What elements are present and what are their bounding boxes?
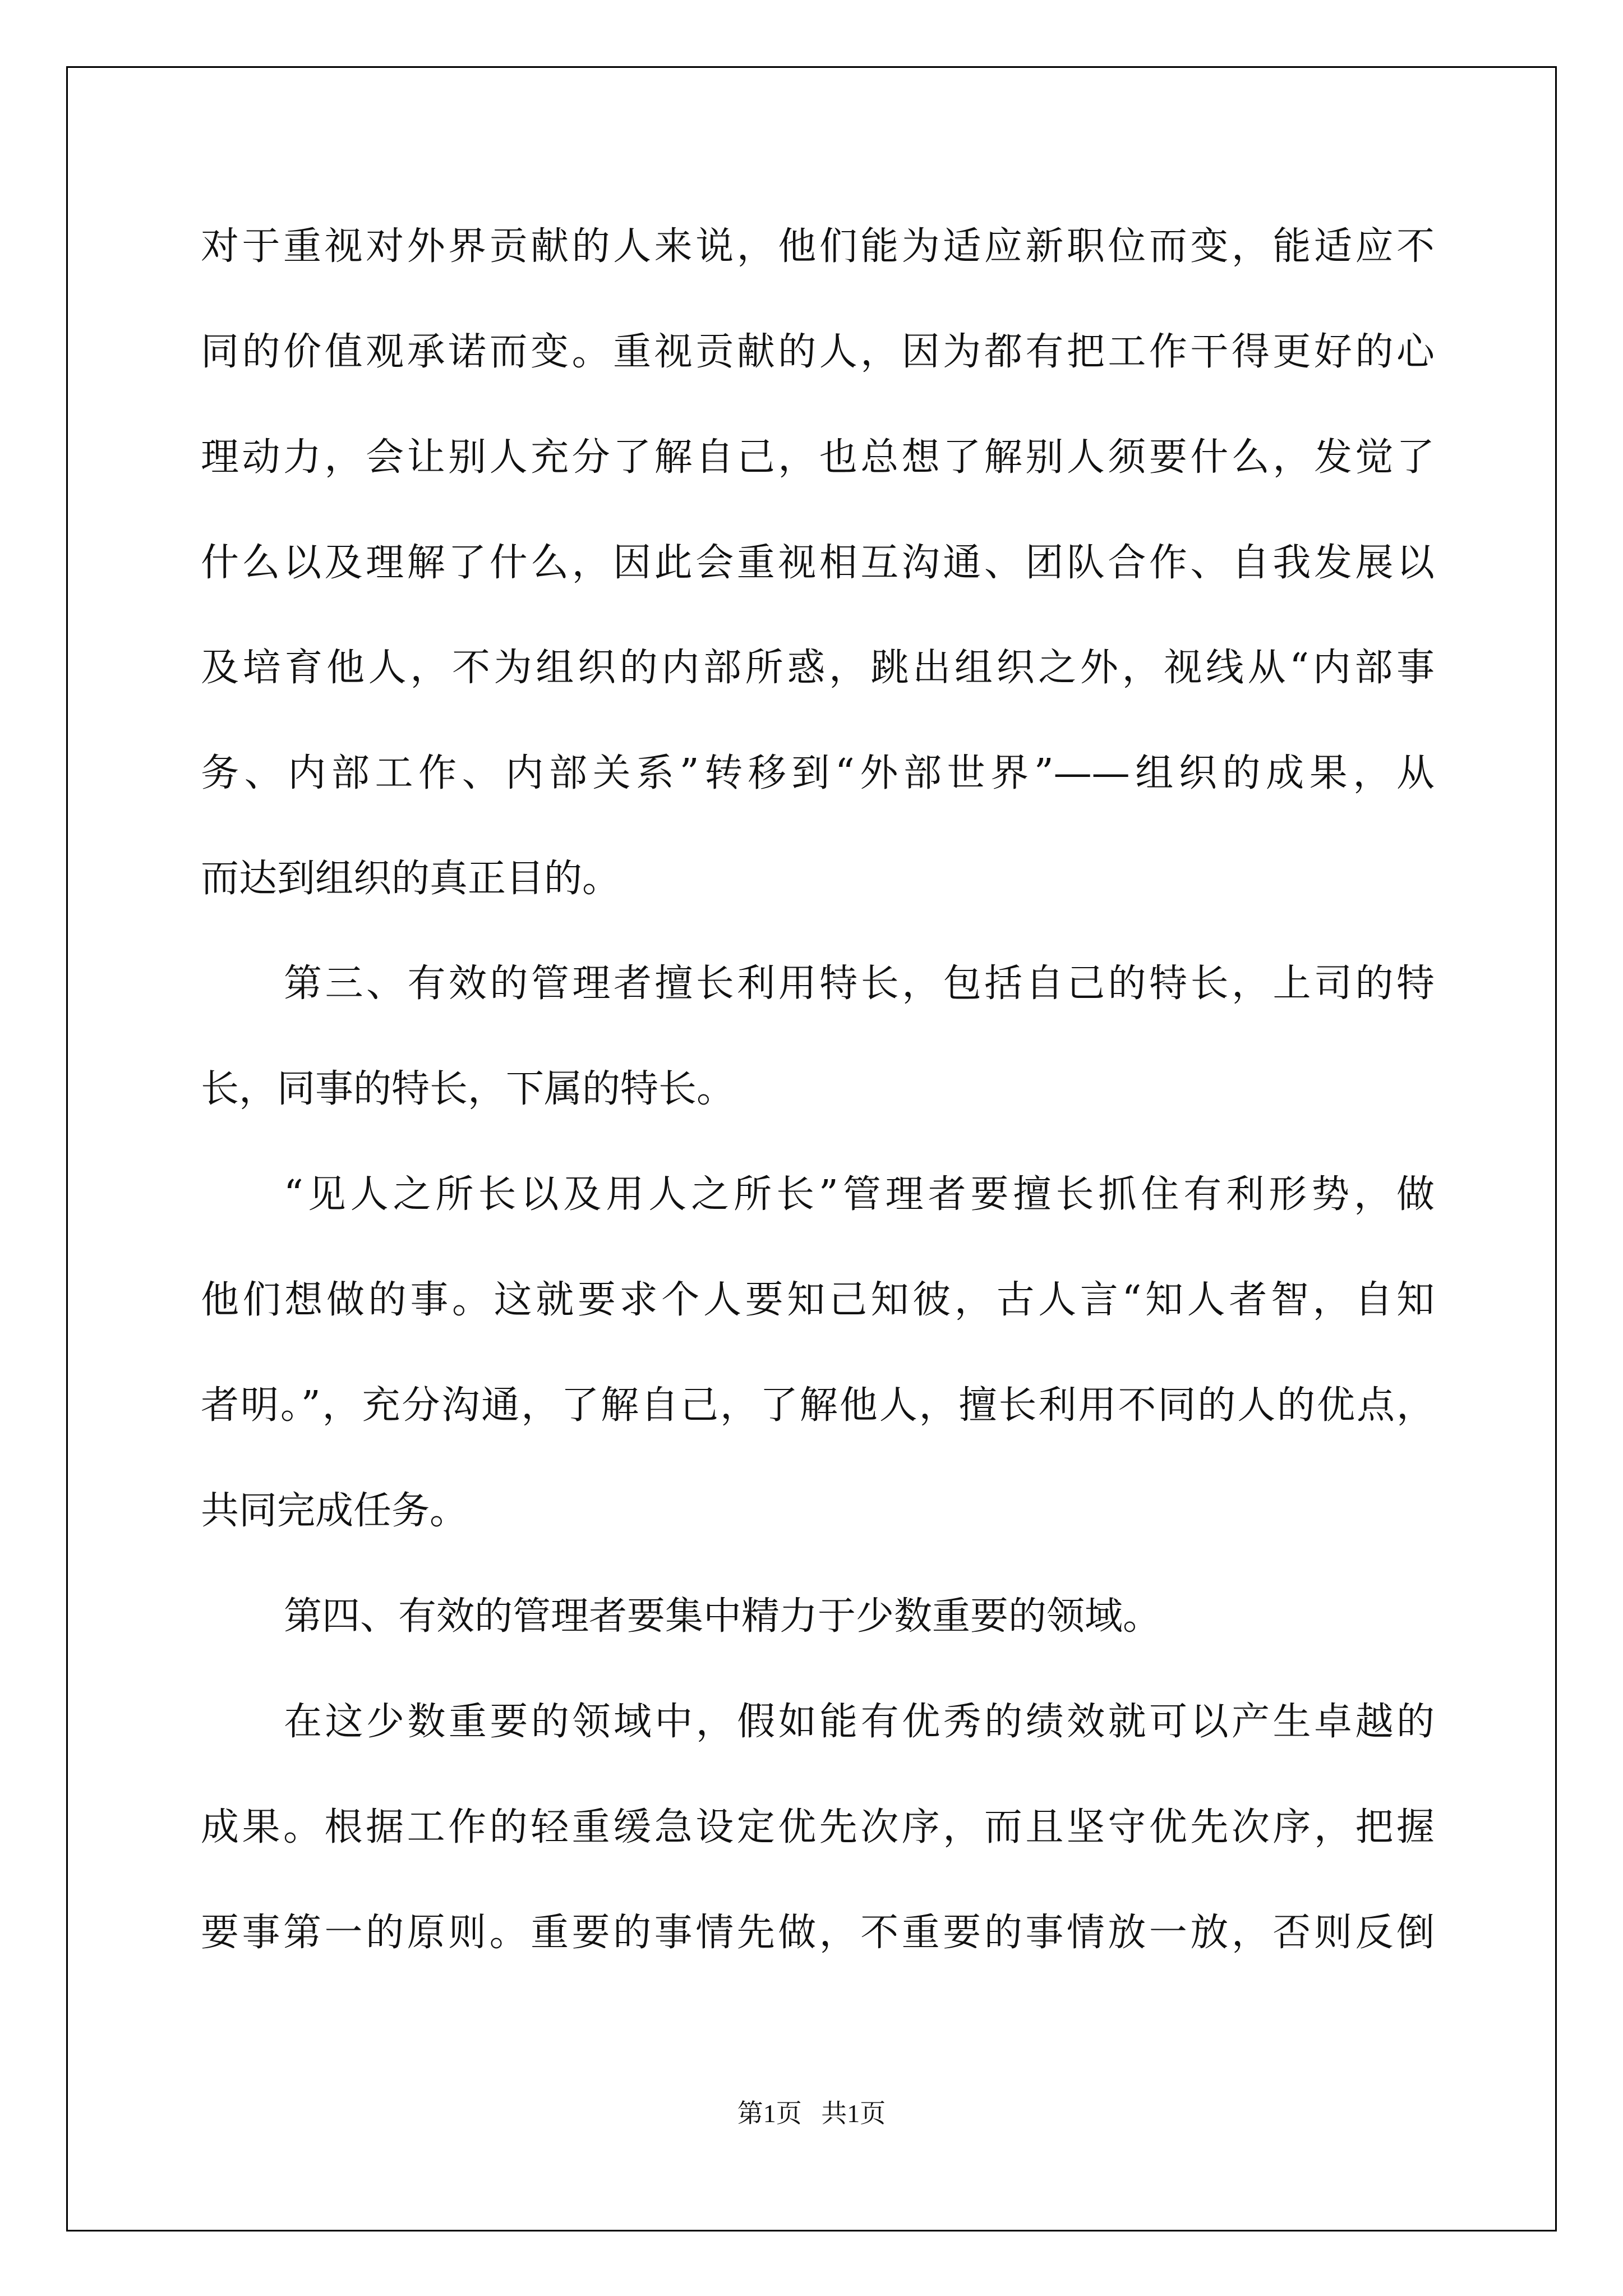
text-line: 他们想做的事。这就要求个人要知己知彼，古人言“知人者智，自知 [201,1278,1435,1322]
text-line: 要事第一的原则。重要的事情先做，不重要的事情放一放，否则反倒 [201,1911,1435,1955]
text-line: 及培育他人，不为组织的内部所惑，跳出组织之外，视线从“内部事 [201,646,1435,690]
text-line: 理动力，会让别人充分了解自己，也总想了解别人须要什么，发觉了 [201,435,1435,480]
text-line: 同的价值观承诺而变。重视贡献的人，因为都有把工作干得更好的心 [201,330,1435,374]
text-line: 者明。”，充分沟通，了解自己，了解他人，擅长利用不同的人的优点， [201,1383,1435,1428]
text-line: 在这少数重要的领域中，假如能有优秀的绩效就可以产生卓越的 [284,1700,1435,1744]
text-line: 共同完成任务。 [201,1489,468,1533]
text-line: 长，同事的特长，下属的特长。 [201,1067,735,1111]
text-line: 第四、有效的管理者要集中精力于少数重要的领域。 [284,1594,1161,1639]
text-line: 成果。根据工作的轻重缓急设定优先次序，而且坚守优先次序，把握 [201,1805,1435,1849]
text-line: 什么以及理解了什么，因此会重视相互沟通、团队合作、自我发展以 [201,541,1435,585]
text-line: “见人之所长以及用人之所长”管理者要擅长抓住有利形势，做 [284,1172,1435,1217]
text-line: 务、内部工作、内部关系”转移到“外部世界”——组织的成果，从 [201,751,1435,795]
text-line: 而达到组织的真正目的。 [201,857,621,901]
text-line: 对于重视对外界贡献的人来说，他们能为适应新职位而变，能适应不 [201,224,1435,269]
text-line: 第三、有效的管理者擅长利用特长，包括自己的特长，上司的特 [284,961,1435,1006]
page-number-footer: 第1页 共1页 [737,2099,886,2128]
